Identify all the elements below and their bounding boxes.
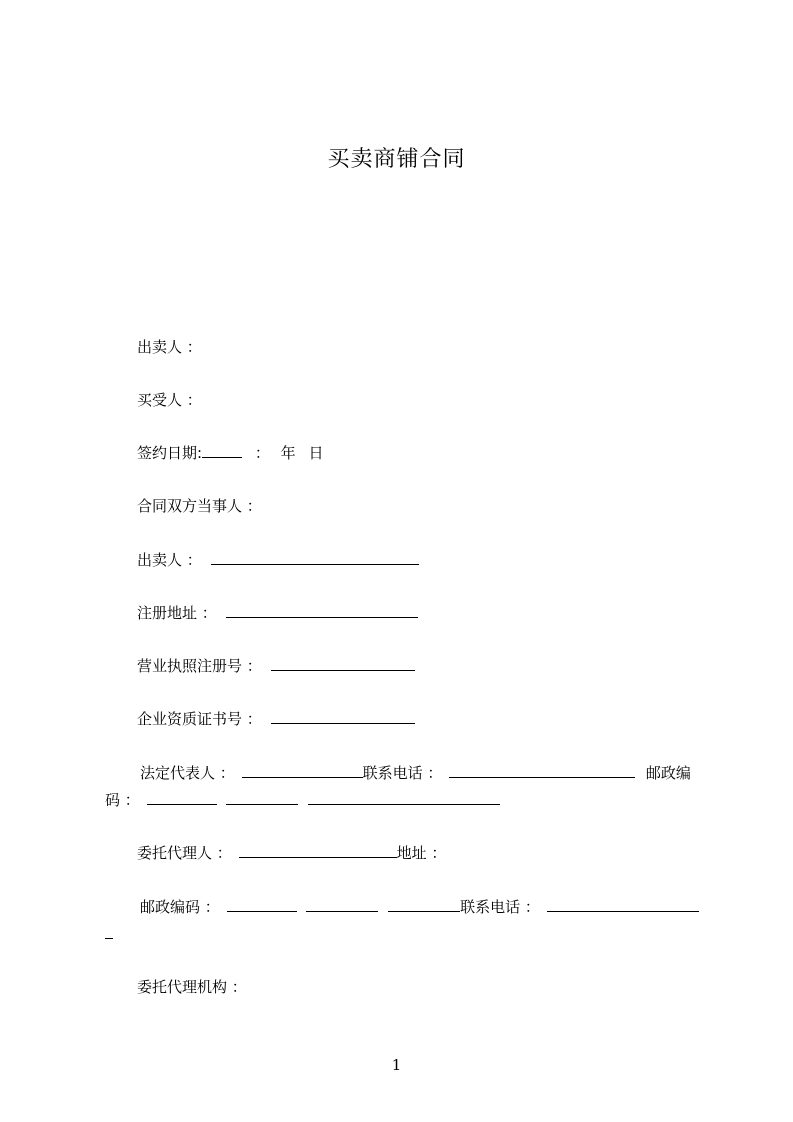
qualification-cert-label: 企业资质证书号 ： xyxy=(137,710,262,728)
agency-label: 委托代理机构 ： xyxy=(137,978,247,996)
legal-rep-postal-field xyxy=(105,790,500,810)
parties-heading xyxy=(137,496,262,516)
legal-rep-field xyxy=(140,763,691,783)
agent-phone-blank-tail[interactable] xyxy=(105,924,113,939)
seller-field xyxy=(137,337,202,357)
legal-rep-label: 法定代表人 ： xyxy=(140,764,235,782)
agent-contact-field xyxy=(140,897,699,917)
agent-postal-label: 邮政编码 ： xyxy=(140,898,220,916)
agency-field xyxy=(137,977,247,997)
buyer-field xyxy=(137,390,202,410)
agent-postal-blank-2[interactable] xyxy=(306,897,378,912)
agent-blank[interactable] xyxy=(239,843,397,858)
legal-rep-postal-blank-3[interactable] xyxy=(308,790,500,805)
legal-rep-phone-blank[interactable] xyxy=(449,763,635,778)
registered-address-label: 注册地址 ： xyxy=(137,604,217,622)
sign-date-field xyxy=(137,443,323,463)
agent-phone-blank[interactable] xyxy=(547,897,699,912)
parties-heading-text: 合同双方当事人 ： xyxy=(137,497,262,515)
legal-rep-phone-label: 联系电话 ： xyxy=(362,764,443,782)
qualification-cert-blank[interactable] xyxy=(271,709,415,724)
seller-detail-label: 出卖人 ： xyxy=(137,551,202,569)
seller-detail-field xyxy=(137,550,419,570)
seller-label: 出卖人 ： xyxy=(137,338,202,356)
legal-rep-postal-label-2: 码 ： xyxy=(105,791,140,809)
agent-phone-continuation xyxy=(105,924,113,944)
sign-date-year: 年 xyxy=(280,444,296,462)
business-license-field xyxy=(137,656,415,676)
legal-rep-postal-blank-2[interactable] xyxy=(226,790,298,805)
registered-address-field xyxy=(137,603,418,623)
agent-postal-blank-3[interactable] xyxy=(388,897,460,912)
business-license-label: 营业执照注册号 ： xyxy=(137,657,262,675)
legal-rep-blank[interactable] xyxy=(242,763,363,778)
document-title: 买卖商铺合同 xyxy=(327,147,466,172)
buyer-label: 买受人 ： xyxy=(137,391,202,409)
seller-detail-blank[interactable] xyxy=(211,550,419,565)
registered-address-blank[interactable] xyxy=(226,603,418,618)
legal-rep-postal-label-1: 邮政编 xyxy=(645,764,691,782)
sign-date-blank[interactable] xyxy=(202,443,242,458)
legal-rep-postal-blank-1[interactable] xyxy=(147,790,217,805)
sign-date-colon: ： xyxy=(254,444,270,462)
sign-date-label: 签约日期: xyxy=(137,444,203,462)
agent-phone-label: 联系电话 ： xyxy=(460,898,540,916)
agent-address-label: 地址 ： xyxy=(396,844,447,862)
agent-postal-blank-1[interactable] xyxy=(227,897,297,912)
business-license-blank[interactable] xyxy=(271,656,415,671)
page-number: 1 xyxy=(391,1056,402,1074)
qualification-cert-field xyxy=(137,709,415,729)
agent-label: 委托代理人 ： xyxy=(137,844,232,862)
agent-field xyxy=(137,843,446,863)
sign-date-day: 日 xyxy=(308,444,324,462)
